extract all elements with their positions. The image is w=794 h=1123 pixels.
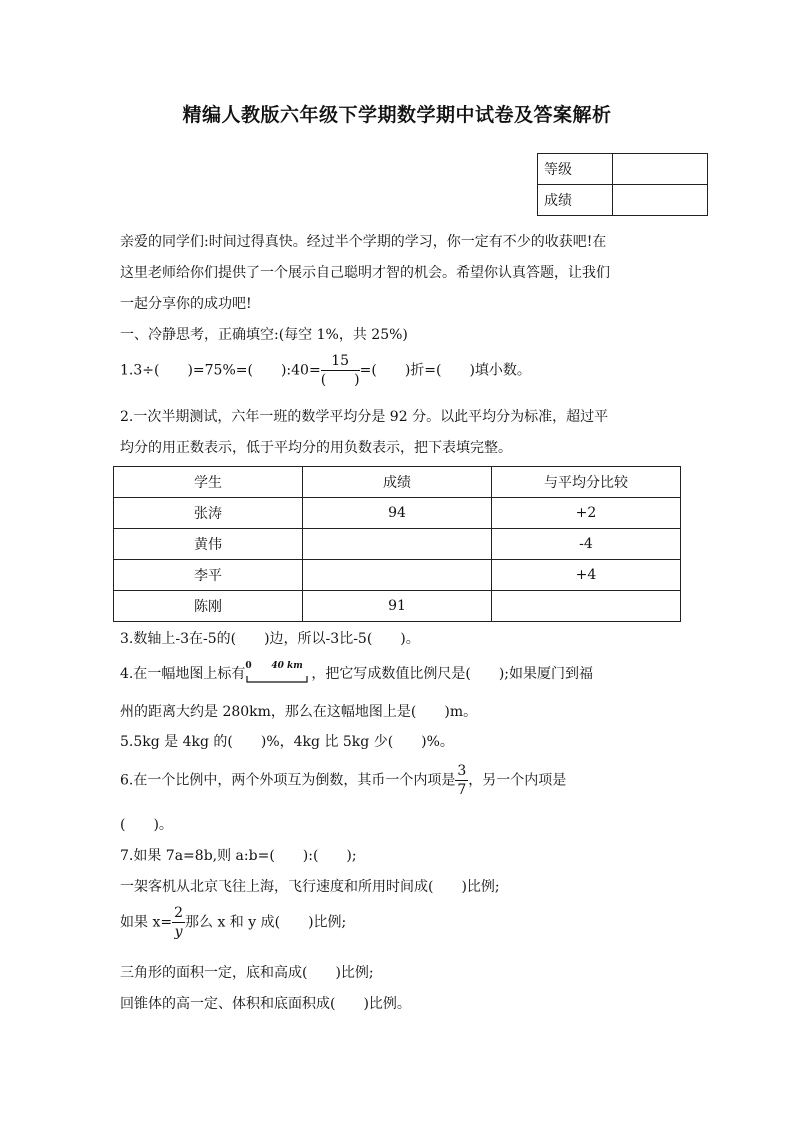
q7c-fraction [172, 906, 185, 939]
table-row [114, 529, 681, 560]
question-7-line-5: 回锥体的高一定、体积和底面积成( )比例。 [120, 996, 411, 1012]
question-7: 7.如果 7a=8b,则 a:b=( ):( ); [120, 848, 357, 864]
score-table [113, 466, 681, 622]
question-5: 5.5kg 是 4kg 的( )%，4kg 比 5kg 少( )%。 [120, 734, 454, 750]
intro-line-1: 亲爱的同学们:时间过得真快。经过半个学期的学习，你一定有不少的收获吧!在 [120, 234, 607, 250]
grade-score-box [537, 153, 708, 216]
table-cell [303, 529, 492, 560]
table-cell: +2 [492, 498, 681, 529]
question-4-line-2: 州的距离大约是 280km，那么在这幅地图上是( )m。 [120, 704, 478, 720]
table-cell: 91 [303, 591, 492, 622]
question-1 [120, 354, 531, 387]
table-cell: 94 [303, 498, 492, 529]
intro-line-3: 一起分享你的成功吧! [120, 296, 252, 312]
q6-denominator: 7 [457, 782, 467, 798]
question-4-line-1 [120, 663, 593, 685]
table-cell: 李平 [114, 560, 303, 591]
q1-denominator: ( ) [320, 372, 360, 388]
q4-suffix: ，把它写成数值比例尺是( );如果厦门到福 [311, 666, 593, 682]
q1-suffix: =( )折=( )填小数。 [359, 362, 531, 379]
table-cell: 张涛 [114, 498, 303, 529]
question-2-line-2: 均分的用正数表示，低于平均分的用负数表示，把下表填完整。 [120, 440, 512, 456]
table-cell [492, 591, 681, 622]
question-7-line-3 [120, 906, 346, 939]
question-7-line-4: 三角形的面积一定，底和高成( )比例; [120, 965, 374, 981]
score-label: 成绩 [538, 185, 613, 216]
question-3: 3.数轴上-3在-5的( )边，所以-3比-5( )。 [120, 631, 420, 647]
q6-numerator: 3 [457, 763, 467, 779]
q7c-numerator: 2 [174, 905, 183, 921]
page-title: 精编人教版六年级下学期数学期中试卷及答案解析 [182, 104, 612, 126]
question-2-line-1: 2.一次半期测试，六年一班的数学平均分是 92 分。以此平均分为标准，超过平 [120, 409, 609, 425]
question-6-line-1 [120, 764, 566, 797]
q6-prefix: 6.在一个比例中，两个外项互为倒数，其币一个内项是 [120, 772, 456, 789]
q7c-prefix: 如果 x= [120, 914, 173, 931]
table-cell: 陈刚 [114, 591, 303, 622]
question-7-line-2: 一架客机从北京飞往上海，飞行速度和所用时间成( )比例; [120, 879, 500, 895]
table-row [114, 591, 681, 622]
table-header: 学生 [114, 467, 303, 498]
q4-prefix: 4.在一幅地图上标有 [120, 666, 246, 682]
intro-line-2: 这里老师给你们提供了一个展示自己聪明才智的机会。希望你认真答题，让我们 [120, 265, 610, 281]
grade-label: 等级 [538, 154, 613, 185]
table-cell: -4 [492, 529, 681, 560]
q7c-denominator: y [174, 924, 183, 940]
scale-end-label: 40 km [271, 661, 303, 671]
question-6-line-2: ( )。 [120, 817, 173, 833]
table-row [114, 560, 681, 591]
table-header: 成绩 [303, 467, 492, 498]
table-row [114, 498, 681, 529]
q6-suffix: ，另一个内项是 [468, 772, 567, 789]
grade-value-cell [613, 154, 708, 185]
section-1-heading: 一、冷静思考，正确填空:(每空 1%，共 25%) [120, 327, 408, 343]
table-header-row [114, 467, 681, 498]
q1-fraction [321, 354, 360, 387]
score-value-cell [613, 185, 708, 216]
q1-numerator: 15 [321, 354, 360, 371]
table-cell: +4 [492, 560, 681, 591]
q1-prefix: 1.3÷( )=75%=( ):40= [120, 362, 321, 379]
q7c-suffix: 那么 x 和 y 成( )比例; [185, 914, 347, 931]
q6-fraction [455, 764, 468, 797]
table-cell [303, 560, 492, 591]
scale-start-label: 0 [245, 661, 252, 671]
table-header: 与平均分比较 [492, 467, 681, 498]
scale-bar [245, 663, 311, 685]
table-cell: 黄伟 [114, 529, 303, 560]
